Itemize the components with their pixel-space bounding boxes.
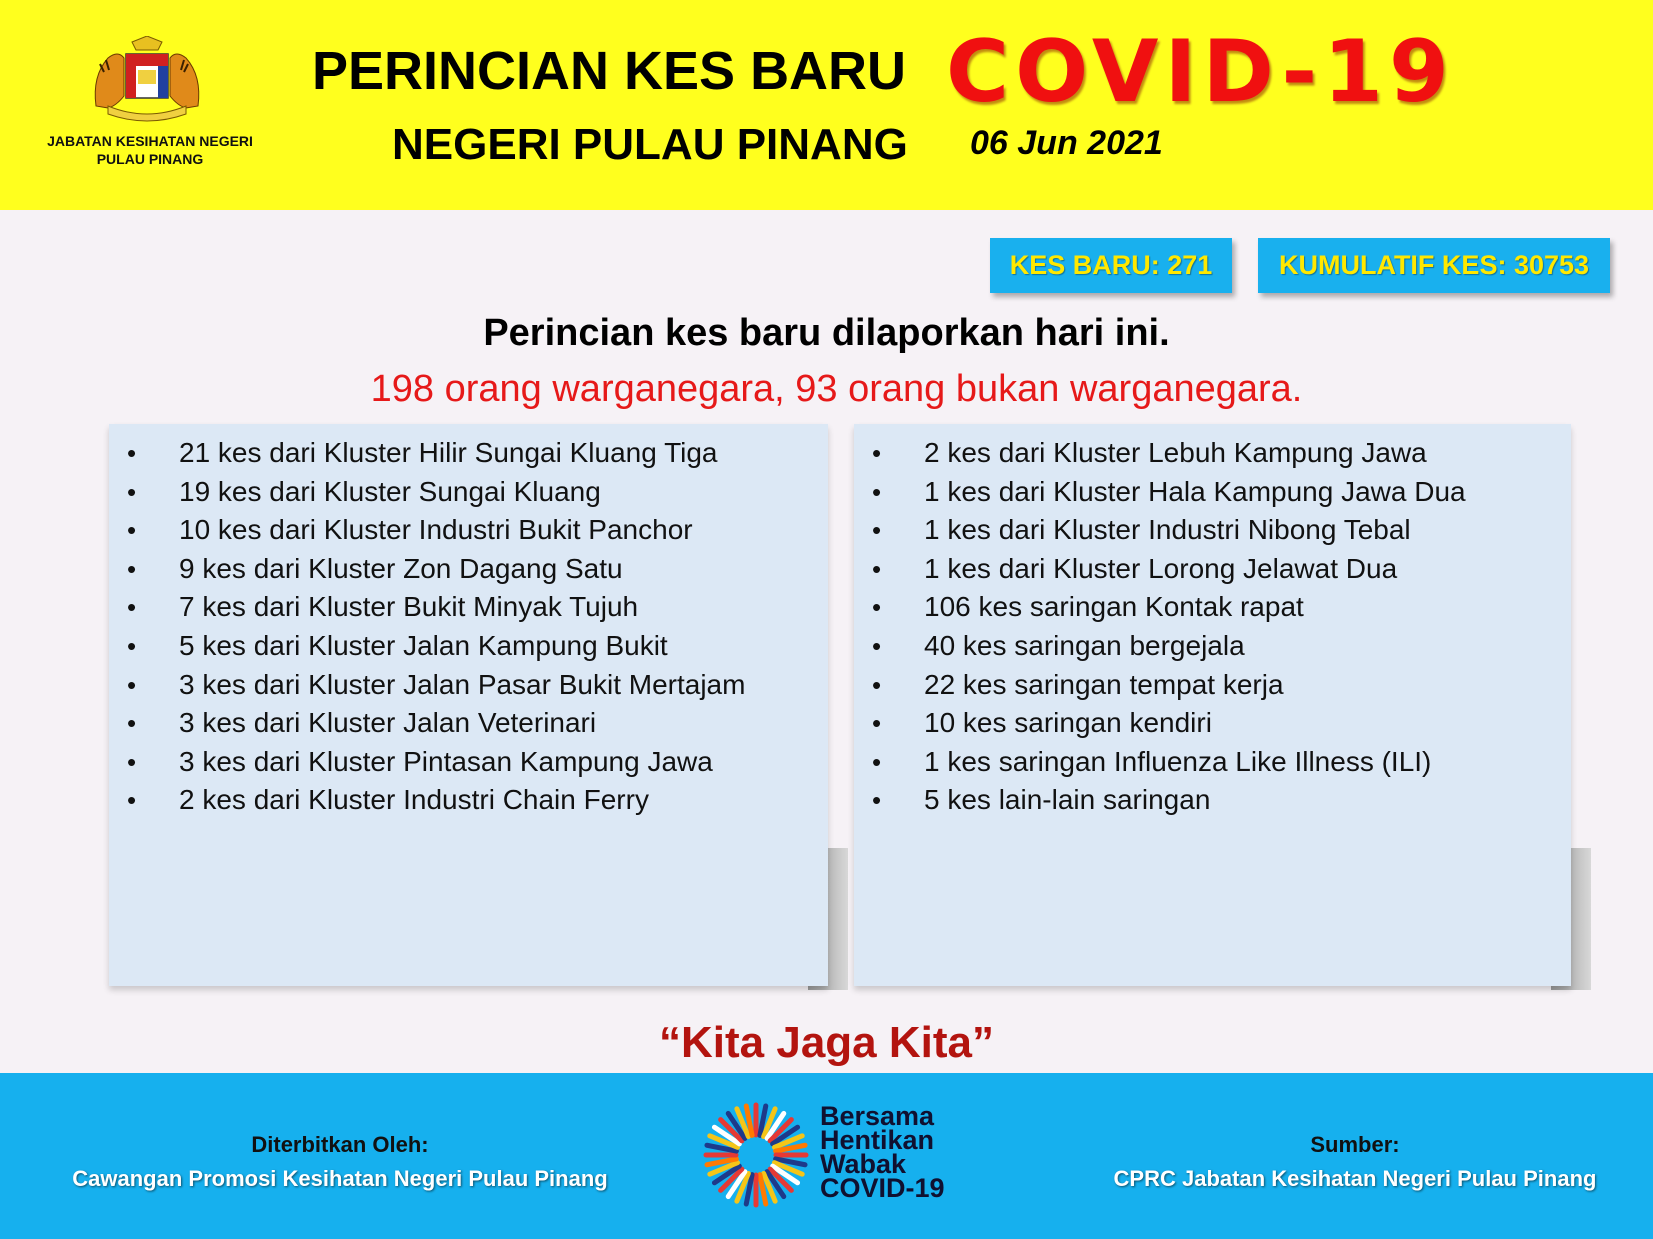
list-item: [109, 550, 828, 589]
bullet: •: [127, 630, 137, 661]
list-item: [109, 666, 828, 705]
slogan: “Kita Jaga Kita”: [659, 1018, 994, 1067]
left-case-panel: [109, 424, 828, 986]
list-item-text: 106 kes saringan Kontak rapat: [924, 591, 1304, 623]
list-item: [854, 704, 1571, 743]
bullet: •: [127, 553, 137, 584]
page-title: PERINCIAN KES BARU: [312, 41, 907, 101]
list-item: [854, 511, 1571, 550]
list-item-text: 2 kes dari Kluster Industri Chain Ferry: [179, 784, 649, 816]
list-item-text: 19 kes dari Kluster Sungai Kluang: [179, 475, 601, 507]
list-item-text: 3 kes dari Kluster Pintasan Kampung Jawa: [179, 745, 713, 777]
list-item-text: 1 kes dari Kluster Lorong Jelawat Dua: [924, 552, 1398, 584]
department-line-1: JABATAN KESIHATAN NEGERI: [47, 133, 253, 149]
bullet: •: [872, 785, 882, 816]
source-heading: Sumber:: [1310, 1132, 1400, 1157]
bullet: •: [872, 592, 882, 623]
bullet: •: [127, 669, 137, 700]
publisher-name: Cawangan Promosi Kesihatan Negeri Pulau Pinang: [72, 1166, 608, 1191]
list-item-text: 22 kes saringan tempat kerja: [924, 668, 1284, 700]
header-banner: [0, 0, 1653, 210]
bullet: •: [872, 438, 882, 468]
list-item-text: 40 kes saringan bergejala: [924, 629, 1245, 661]
bullet: •: [872, 476, 882, 507]
list-item-text: 1 kes dari Kluster Industri Nibong Tebal: [924, 514, 1411, 546]
left-case-list: [109, 424, 828, 820]
list-item: [109, 743, 828, 782]
bullet: •: [872, 553, 882, 584]
department-line-2: PULAU PINANG: [96, 151, 204, 167]
bullet: •: [127, 438, 137, 468]
list-item-text: 9 kes dari Kluster Zon Dagang Satu: [179, 552, 623, 584]
campaign-logo-text: [820, 1101, 945, 1203]
bullet: •: [127, 785, 137, 816]
list-item: [854, 666, 1571, 705]
bullet: •: [872, 669, 882, 700]
list-item-text: 2 kes dari Kluster Lebuh Kampung Jawa: [924, 437, 1427, 468]
list-item-text: 5 kes lain-lain saringan: [924, 784, 1211, 816]
bullet: •: [872, 746, 882, 777]
right-case-list: [854, 424, 1571, 820]
list-item: [854, 627, 1571, 666]
list-item-text: 10 kes saringan kendiri: [924, 707, 1212, 739]
campaign-line-3: Wabak: [820, 1149, 907, 1179]
list-item-text: 1 kes saringan Influenza Like Illness (ILI): [924, 745, 1432, 777]
bullet: •: [127, 592, 137, 623]
publisher-heading: Diterbitkan Oleh:: [251, 1132, 429, 1157]
bullet: •: [127, 515, 137, 546]
list-item-text: 7 kes dari Kluster Bukit Minyak Tujuh: [179, 591, 639, 623]
report-date: 06 Jun 2021: [970, 124, 1163, 162]
source-block: [1090, 1128, 1620, 1196]
cumulative-cases-badge: KUMULATIF KES: 30753: [1258, 238, 1610, 293]
campaign-line-4: COVID-19: [820, 1173, 945, 1203]
bullet: •: [872, 708, 882, 739]
malaysia-coat-of-arms-icon: [88, 36, 206, 122]
bullet: •: [127, 746, 137, 777]
publisher-block: [40, 1128, 640, 1196]
list-item: [854, 550, 1571, 589]
bullet: •: [127, 708, 137, 739]
campaign-line-2: Hentikan: [820, 1125, 935, 1155]
new-cases-badge: KES BARU: 271: [990, 238, 1232, 293]
source-name: CPRC Jabatan Kesihatan Negeri Pulau Pinang: [1113, 1166, 1597, 1191]
list-item: [109, 704, 828, 743]
list-item-text: 1 kes dari Kluster Hala Kampung Jawa Dua: [924, 475, 1466, 507]
list-item: [854, 781, 1571, 820]
bullet: •: [872, 515, 882, 546]
campaign-sunburst-logo-icon: [702, 1100, 810, 1210]
list-item-text: 10 kes dari Kluster Industri Bukit Panchor: [179, 514, 693, 546]
list-item-text: 21 kes dari Kluster Hilir Sungai Kluang Tiga: [179, 437, 718, 468]
list-item-text: 3 kes dari Kluster Jalan Veterinari: [179, 707, 597, 739]
list-item: [109, 511, 828, 550]
list-item: [109, 473, 828, 512]
list-item: [854, 473, 1571, 512]
right-case-panel: [854, 424, 1571, 986]
state-subtitle: NEGERI PULAU PINANG: [392, 120, 908, 169]
list-item: [109, 627, 828, 666]
covid-title: COVID-19: [946, 22, 1455, 122]
list-item: [854, 434, 1571, 473]
list-item: [109, 781, 828, 820]
intro-heading: Perincian kes baru dilaporkan hari ini.: [483, 312, 1170, 354]
list-item: [854, 743, 1571, 782]
list-item: [109, 434, 828, 473]
campaign-line-1: Bersama: [820, 1101, 935, 1131]
department-name: [20, 132, 280, 168]
list-item-text: 3 kes dari Kluster Jalan Pasar Bukit Mertajam: [179, 668, 746, 700]
bullet: •: [872, 630, 882, 661]
citizenship-breakdown: 198 orang warganegara, 93 orang bukan warganegara.: [370, 368, 1303, 410]
bullet: •: [127, 476, 137, 507]
list-item: [109, 588, 828, 627]
list-item-text: 5 kes dari Kluster Jalan Kampung Bukit: [179, 629, 668, 661]
list-item: [854, 588, 1571, 627]
